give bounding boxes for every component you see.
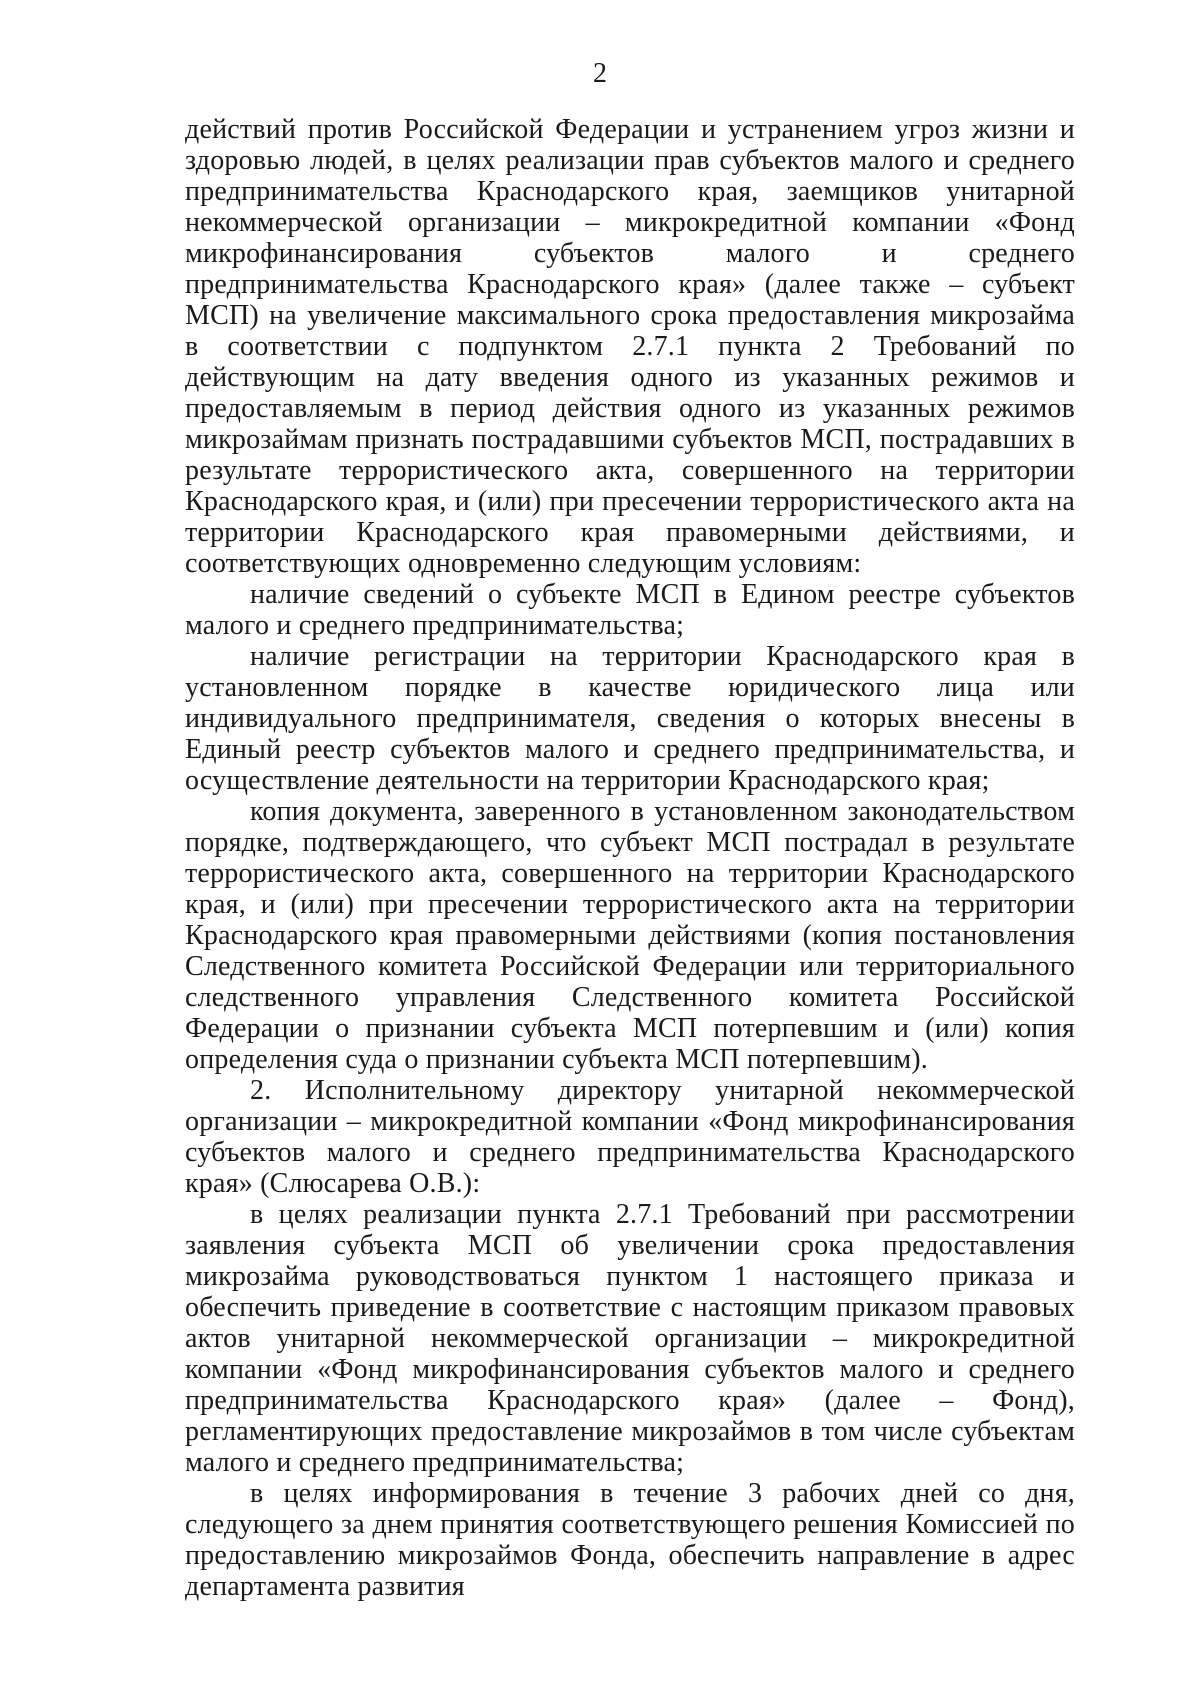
condition-document-copy: копия документа, заверенного в установленном законодательством порядке, подтверждающего, что субъект МСП пострадал в результате террористического акта, совершенного на территории Краснодарского края, и (или) при пресечении террористического акта на территории Краснодарского края правомерными действиями (копия постановления Следственного комитета Российской Федерации или территориального следственного управления Следственного комитета Российской Федерации о признании субъекта МСП потерпевшим и (или) копия определения суда о признании субъекта МСП потерпевшим). bbox=[185, 796, 1075, 1075]
document-body bbox=[185, 114, 1075, 1602]
condition-registration: наличие регистрации на территории Краснодарского края в установленном порядке в качестве юридического лица или индивидуального предпринимателя, сведения о которых внесены в Единый реестр субъектов малого и среднего предпринимательства, и осуществление деятельности на территории Краснодарского края; bbox=[185, 641, 1075, 796]
clause-2-heading: 2. Исполнительному директору унитарной некоммерческой организации – микрокредитной компании «Фонд микрофинансирования субъектов малого и среднего предпринимательства Краснодарского края» (Слюсарева О.В.): bbox=[185, 1075, 1075, 1199]
paragraph-continuation: действий против Российской Федерации и устранением угроз жизни и здоровью людей, в целях реализации прав субъектов малого и среднего предпринимательства Краснодарского края, заемщиков унитарной некоммерческой организации – микрокредитной компании «Фонд микрофинансирования субъектов малого и среднего предпринимательства Краснодарского края» (далее также – субъект МСП) на увеличение максимального срока предоставления микрозайма в соответствии с подпунктом 2.7.1 пункта 2 Требований по действующим на дату введения одного из указанных режимов и предоставляемым в период действия одного из указанных режимов микрозаймам признать пострадавшими субъектов МСП, пострадавших в результате террористического акта, совершенного на территории Краснодарского края, и (или) при пресечении террористического акта на территории Краснодарского края правомерными действиями, и соответствующих одновременно следующим условиям: bbox=[185, 114, 1075, 579]
clause-2-item-2: в целях информирования в течение 3 рабочих дней со дня, следующего за днем принятия соответствующего решения Комиссией по предоставлению микрозаймов Фонда, обеспечить направление в адрес департамента развития bbox=[185, 1478, 1075, 1602]
condition-registry: наличие сведений о субъекте МСП в Едином реестре субъектов малого и среднего предпринимательства; bbox=[185, 579, 1075, 641]
page-number: 2 bbox=[593, 58, 607, 89]
clause-2-item-1: в целях реализации пункта 2.7.1 Требований при рассмотрении заявления субъекта МСП об увеличении срока предоставления микрозайма руководствоваться пунктом 1 настоящего приказа и обеспечить приведение в соответствие с настоящим приказом правовых актов унитарной некоммерческой организации – микрокредитной компании «Фонд микрофинансирования субъектов малого и среднего предпринимательства Краснодарского края» (далее – Фонд), регламентирующих предоставление микрозаймов в том числе субъектам малого и среднего предпринимательства; bbox=[185, 1199, 1075, 1478]
